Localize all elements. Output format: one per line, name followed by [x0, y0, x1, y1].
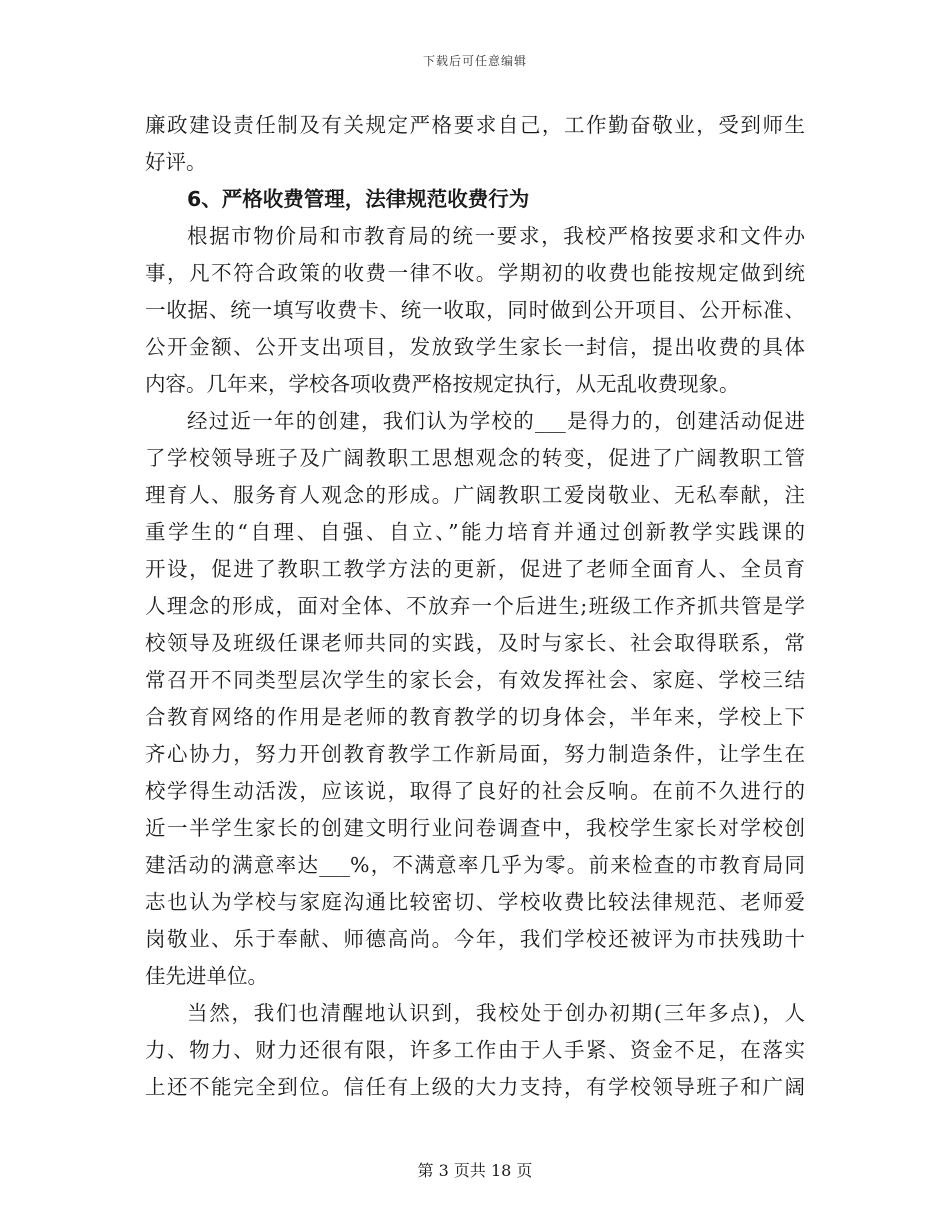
- text-line: 经过近一年的创建，我们认为学校的___是得力的，创建活动促进: [187, 409, 805, 433]
- text-line: 合教育网络的作用是老师的教育教学的切身体会，半年来，学校上下: [145, 705, 805, 729]
- text-line: 好评。: [145, 150, 207, 174]
- text-line: 理育人、服务育人观念的形成。广阔教职工爱岗敬业、无私奉献，注: [145, 483, 805, 507]
- text-line: 齐心协力，努力开创教育教学工作新局面，努力制造条件，让学生在: [145, 742, 805, 766]
- text-line: 事，凡不符合政策的收费一律不收。学期初的收费也能按规定做到统: [145, 261, 805, 285]
- text-line: 建活动的满意率达___%，不满意率几乎为零。前来检查的市教育局同: [145, 853, 805, 877]
- text-line: 岗敬业、乐于奉献、师德高尚。今年，我们学校还被评为市扶残助十: [145, 927, 805, 951]
- text-line: 当然，我们也清醒地认识到，我校处于创办初期(三年多点)，人: [187, 1001, 805, 1025]
- text-line: 了学校领导班子及广阔教职工思想观念的转变，促进了广阔教职工管: [145, 446, 805, 470]
- text-line: 公开金额、公开支出项目，发放致学生家长一封信，提出收费的具体: [145, 335, 805, 359]
- text-line: 上还不能完全到位。信任有上级的大力支持，有学校领导班子和广阔: [145, 1075, 805, 1099]
- document-body: [145, 107, 805, 1106]
- section-heading: 6、严格收费管理，法律规范收费行为: [187, 187, 530, 211]
- page-header: 下载后可任意编辑: [422, 54, 527, 68]
- text-line: 校学得生动活泼，应该说，取得了良好的社会反响。在前不久进行的: [145, 779, 805, 803]
- text-line: 开设，促进了教职工教学方法的更新，促进了老师全面育人、全员育: [145, 557, 805, 581]
- text-line: 佳先进单位。: [145, 964, 268, 988]
- page-number-footer: 第 3 页共 18 页: [417, 1161, 533, 1180]
- text-line: 内容。几年来，学校各项收费严格按规定执行，从无乱收费现象。: [145, 372, 740, 396]
- text-line: 廉政建设责任制及有关规定严格要求自己，工作勤奋敬业，受到师生: [145, 113, 805, 137]
- text-line: 校领导及班级任课老师共同的实践，及时与家长、社会取得联系，常: [145, 631, 805, 655]
- text-line: 常召开不同类型层次学生的家长会，有效发挥社会、家庭、学校三结: [145, 668, 805, 692]
- text-line: 人理念的形成，面对全体、不放弃一个后进生;班级工作齐抓共管是学: [145, 594, 805, 618]
- text-line: 志也认为学校与家庭沟通比较密切、学校收费比较法律规范、老师爱: [145, 890, 805, 914]
- text-line: 根据市物价局和市教育局的统一要求，我校严格按要求和文件办: [187, 224, 805, 248]
- text-line: 力、物力、财力还很有限，许多工作由于人手紧、资金不足，在落实: [145, 1038, 805, 1062]
- text-line: 重学生的“自理、自强、自立、”能力培育并通过创新教学实践课的: [145, 520, 805, 544]
- text-line: 一收据、统一填写收费卡、统一收取，同时做到公开项目、公开标准、: [145, 298, 805, 322]
- text-line: 近一半学生家长的创建文明行业问卷调查中，我校学生家长对学校创: [145, 816, 805, 840]
